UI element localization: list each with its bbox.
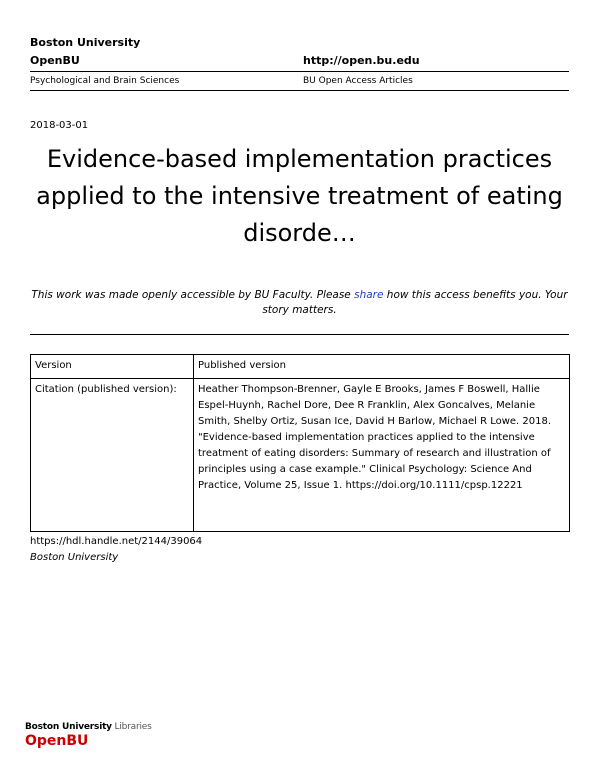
logo-univ: Boston University: [25, 722, 112, 732]
logo-openbu: OpenBU: [25, 733, 89, 749]
handle-link[interactable]: https://hdl.handle.net/2144/39064: [30, 536, 203, 547]
department-name: Psychological and Brain Sciences: [30, 76, 180, 86]
version-value: Published version: [194, 355, 570, 379]
document-header: [30, 36, 569, 95]
section-divider: [30, 334, 569, 335]
header-divider-bottom: [30, 90, 569, 91]
collection-row: [30, 76, 569, 86]
notice-text-before: This work was made openly accessible by BU Faculty. Please: [31, 289, 355, 301]
document-title: Evidence-based implementation practices applied to the intensive treatment of eating disorde…: [36, 145, 563, 247]
metadata-table: [30, 354, 570, 532]
logo-top-line: [25, 722, 152, 732]
repository-url[interactable]: http://open.bu.edu: [303, 54, 420, 67]
share-link[interactable]: share: [354, 289, 384, 301]
openbu-logo: [25, 722, 152, 749]
table-row-version: [31, 355, 570, 379]
logo-libraries: Libraries: [111, 722, 152, 732]
institution-name: Boston University: [30, 552, 119, 563]
access-notice: [30, 288, 569, 318]
header-divider: [30, 71, 569, 72]
collection-name: BU Open Access Articles: [303, 76, 413, 86]
notice-text-after: how this access benefits you. Your story matters.: [262, 289, 568, 316]
table-row-citation: [31, 379, 570, 532]
citation-label: Citation (published version):: [31, 379, 194, 532]
repository-name: OpenBU: [30, 54, 80, 67]
university-name: Boston University: [30, 36, 141, 49]
repository-row: [30, 54, 569, 67]
version-label: Version: [31, 355, 194, 379]
publication-date: 2018-03-01: [30, 120, 89, 131]
citation-value: Heather Thompson-Brenner, Gayle E Brooks, James F Boswell, Hallie Espel-Huynh, Rachel Dore, Dee R Franklin, Alex Goncalves, Melanie Smith, Shelby Ortiz, Susan Ice, David H Barlow, Michael R Lowe. 2018. "Evidence-based implementation practices applied to the intensive treatment of eating disorders: Summary of research and illustration of principles using a case example." Clinical Psychology: Science And Practice, Volume 25, Issue 1. https://doi.org/10.1111/cpsp.12221: [194, 379, 570, 532]
